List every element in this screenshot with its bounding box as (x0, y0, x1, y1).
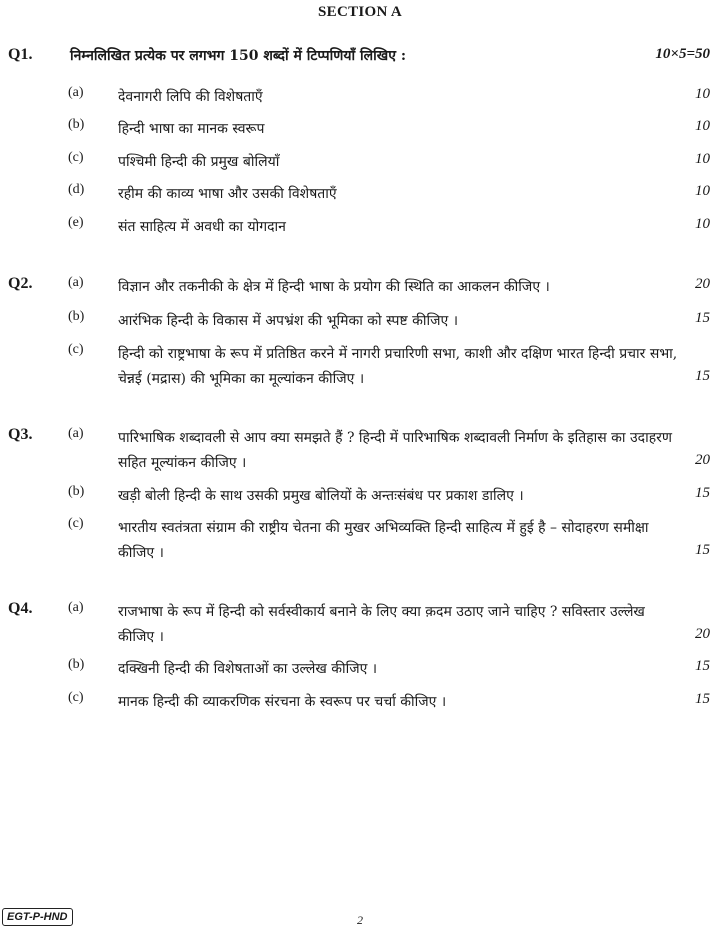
part-marks: 15 (695, 542, 710, 558)
part-text: हिन्दी को राष्ट्रभाषा के रूप में प्रतिष्ठित करने में नागरी प्रचारिणी सभा, काशी और दक्षिण भारत हिन्दी प्रचार सभा, चेन्नई (मद्रास) की भूमिका का मूल्यांकन कीजिए । (118, 346, 678, 387)
part-text: राजभाषा के रूप में हिन्दी को सर्वस्वीकार्य बनाने के लिए क्या क़दम उठाए जाने चाहिए ? सविस्तार उल्लेख कीजिए । (118, 604, 645, 645)
part-label: (c) (68, 342, 84, 357)
part-marks: 15 (695, 485, 710, 501)
part-text: देवनागरी लिपि की विशेषताएँ (118, 89, 263, 105)
part-marks: 15 (695, 368, 710, 384)
part-label: (b) (68, 484, 85, 499)
question-number: Q1. (8, 46, 33, 63)
part-text: संत साहित्य में अवधी का योगदान (118, 219, 286, 235)
part-label: (d) (68, 182, 85, 197)
part-label: (a) (68, 426, 84, 441)
part-text: रहीम की काव्य भाषा और उसकी विशेषताएँ (118, 186, 337, 202)
part-marks: 20 (695, 276, 710, 292)
part-marks: 20 (695, 452, 710, 468)
part-label: (a) (68, 600, 84, 615)
part-label: (c) (68, 150, 84, 165)
paper-code-box: EGT-P-HND (2, 908, 73, 926)
question-title: निम्नलिखित प्रत्येक पर लगभग 150 शब्दों में टिप्पणियाँ लिखिए : (70, 48, 406, 64)
part-text: विज्ञान और तकनीकी के क्षेत्र में हिन्दी भाषा के प्रयोग की स्थिति का आकलन कीजिए । (118, 279, 550, 295)
part-marks: 10 (695, 216, 710, 232)
part-text: भारतीय स्वतंत्रता संग्राम की राष्ट्रीय चेतना की मुखर अभिव्यक्ति हिन्दी साहित्य में हुई है – सोदाहरण समीक्षा कीजिए । (118, 520, 649, 561)
question-number: Q4. (8, 600, 33, 617)
part-label: (b) (68, 657, 85, 672)
part-text: दक्खिनी हिन्दी की विशेषताओं का उल्लेख कीजिए । (118, 661, 378, 677)
part-text: खड़ी बोली हिन्दी के साथ उसकी प्रमुख बोलियों के अन्तःसंबंध पर प्रकाश डालिए । (118, 488, 524, 504)
part-marks: 20 (695, 626, 710, 642)
part-marks: 15 (695, 658, 710, 674)
part-label: (c) (68, 690, 84, 705)
question-number: Q2. (8, 275, 33, 292)
part-text: आरंभिक हिन्दी के विकास में अपभ्रंश की भूमिका को स्पष्ट कीजिए । (118, 313, 459, 329)
part-text: मानक हिन्दी की व्याकरणिक संरचना के स्वरूप पर चर्चा कीजिए । (118, 694, 447, 710)
part-marks: 10 (695, 118, 710, 134)
part-marks: 15 (695, 310, 710, 326)
part-label: (c) (68, 516, 84, 531)
part-label: (a) (68, 85, 84, 100)
part-text: पश्चिमी हिन्दी की प्रमुख बोलियाँ (118, 154, 280, 170)
part-label: (b) (68, 117, 85, 132)
part-label: (a) (68, 275, 84, 290)
part-label: (e) (68, 215, 84, 230)
section-title: SECTION A (318, 4, 402, 20)
part-text: पारिभाषिक शब्दावली से आप क्या समझते हैं ? हिन्दी में पारिभाषिक शब्दावली निर्माण के इतिहास का उदाहरण सहित मूल्यांकन कीजिए । (118, 430, 673, 471)
part-text: हिन्दी भाषा का मानक स्वरूप (118, 121, 265, 137)
part-label: (b) (68, 309, 85, 324)
part-marks: 10 (695, 86, 710, 102)
part-marks: 15 (695, 691, 710, 707)
question-number: Q3. (8, 426, 33, 443)
part-marks: 10 (695, 183, 710, 199)
part-marks: 10 (695, 151, 710, 167)
page-number: 2 (357, 913, 363, 927)
question-marks: 10×5=50 (655, 46, 710, 62)
